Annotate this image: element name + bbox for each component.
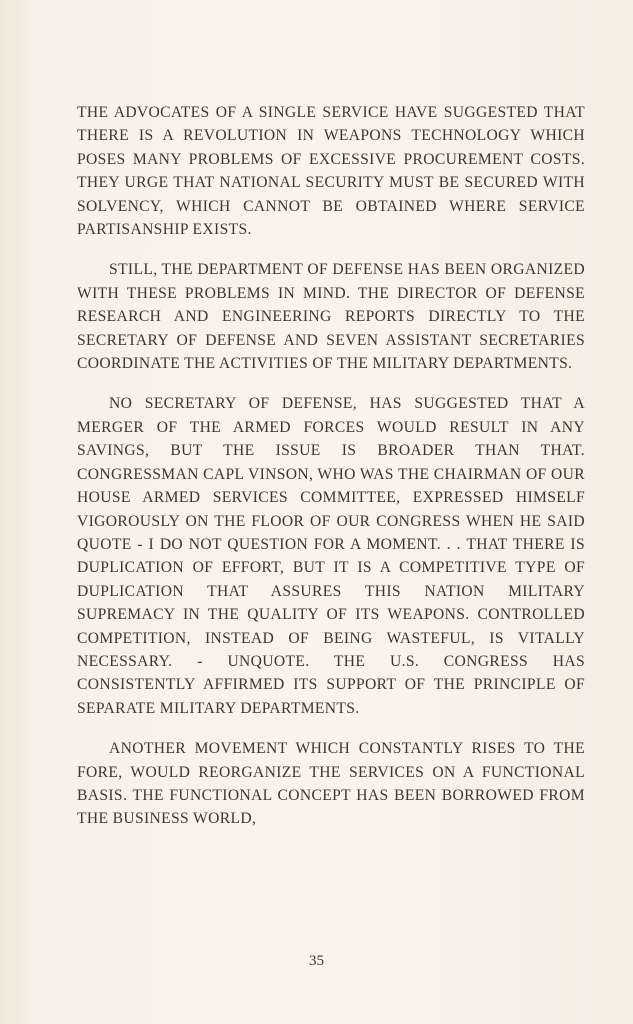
paragraph-functional-basis: ANOTHER MOVEMENT WHICH CONSTANTLY RISES TO THE FORE, WOULD REORGANIZE THE SERVICES ON A FUNCTIONAL BASIS. THE FUNCTIONAL CONCEPT HAS BEEN BORROWED FROM THE BUSINESS WORLD, (77, 740, 585, 828)
page-number: 35 (309, 953, 324, 969)
paragraph-congressman-vinson: NO SECRETARY OF DEFENSE, HAS SUGGESTED THAT A MERGER OF THE ARMED FORCES WOULD RESULT IN ANY SAVINGS, BUT THE ISSUE IS BROADER THAN THAT. CONGRESSMAN CAPL VINSON, WHO WAS THE CHAIRMAN OF OUR HOUSE ARMED SERVICES COMMITTEE, EXPRESSED HIMSELF VIGOROUSLY ON THE FLOOR OF OUR CONGRESS WHEN HE SAID QUOTE - I DO NOT QUESTION FOR A MOMENT. . . THAT THERE IS DUPLICATION OF EFFORT, BUT IT IS A COMPETITIVE TYPE OF DUPLICATION THAT ASSURES THIS NATION MILITARY SUPREMACY IN THE QUALITY OF ITS WEAPONS. CONTROLLED COMPETITION, INSTEAD OF BEING WASTEFUL, IS VITALLY NECESSARY. - UNQUOTE. THE U.S. CONGRESS HAS CONSISTENTLY AFFIRMED ITS SUPPORT OF THE PRINCIPLE OF SEPARATE MILITARY DEPARTMENTS. (77, 395, 585, 717)
paragraph-department-of-defense: STILL, THE DEPARTMENT OF DEFENSE HAS BEEN ORGANIZED WITH THESE PROBLEMS IN MIND. THE DIRECTOR OF DEFENSE RESEARCH AND ENGINEERING REPORTS DIRECTLY TO THE SECRETARY OF DEFENSE AND SEVEN ASSISTANT SECRETARIES COORDINATE THE ACTIVITIES OF THE MILITARY DEPARTMENTS. (77, 261, 585, 373)
body-text (77, 101, 585, 848)
paragraph-single-service: THE ADVOCATES OF A SINGLE SERVICE HAVE SUGGESTED THAT THERE IS A REVOLUTION IN WEAPONS TECHNOLOGY WHICH POSES MANY PROBLEMS OF EXCESSIVE PROCUREMENT COSTS. THEY URGE THAT NATIONAL SECURITY MUST BE SECURED WITH SOLVENCY, WHICH CANNOT BE OBTAINED WHERE SERVICE PARTISANSHIP EXISTS. (77, 104, 585, 239)
